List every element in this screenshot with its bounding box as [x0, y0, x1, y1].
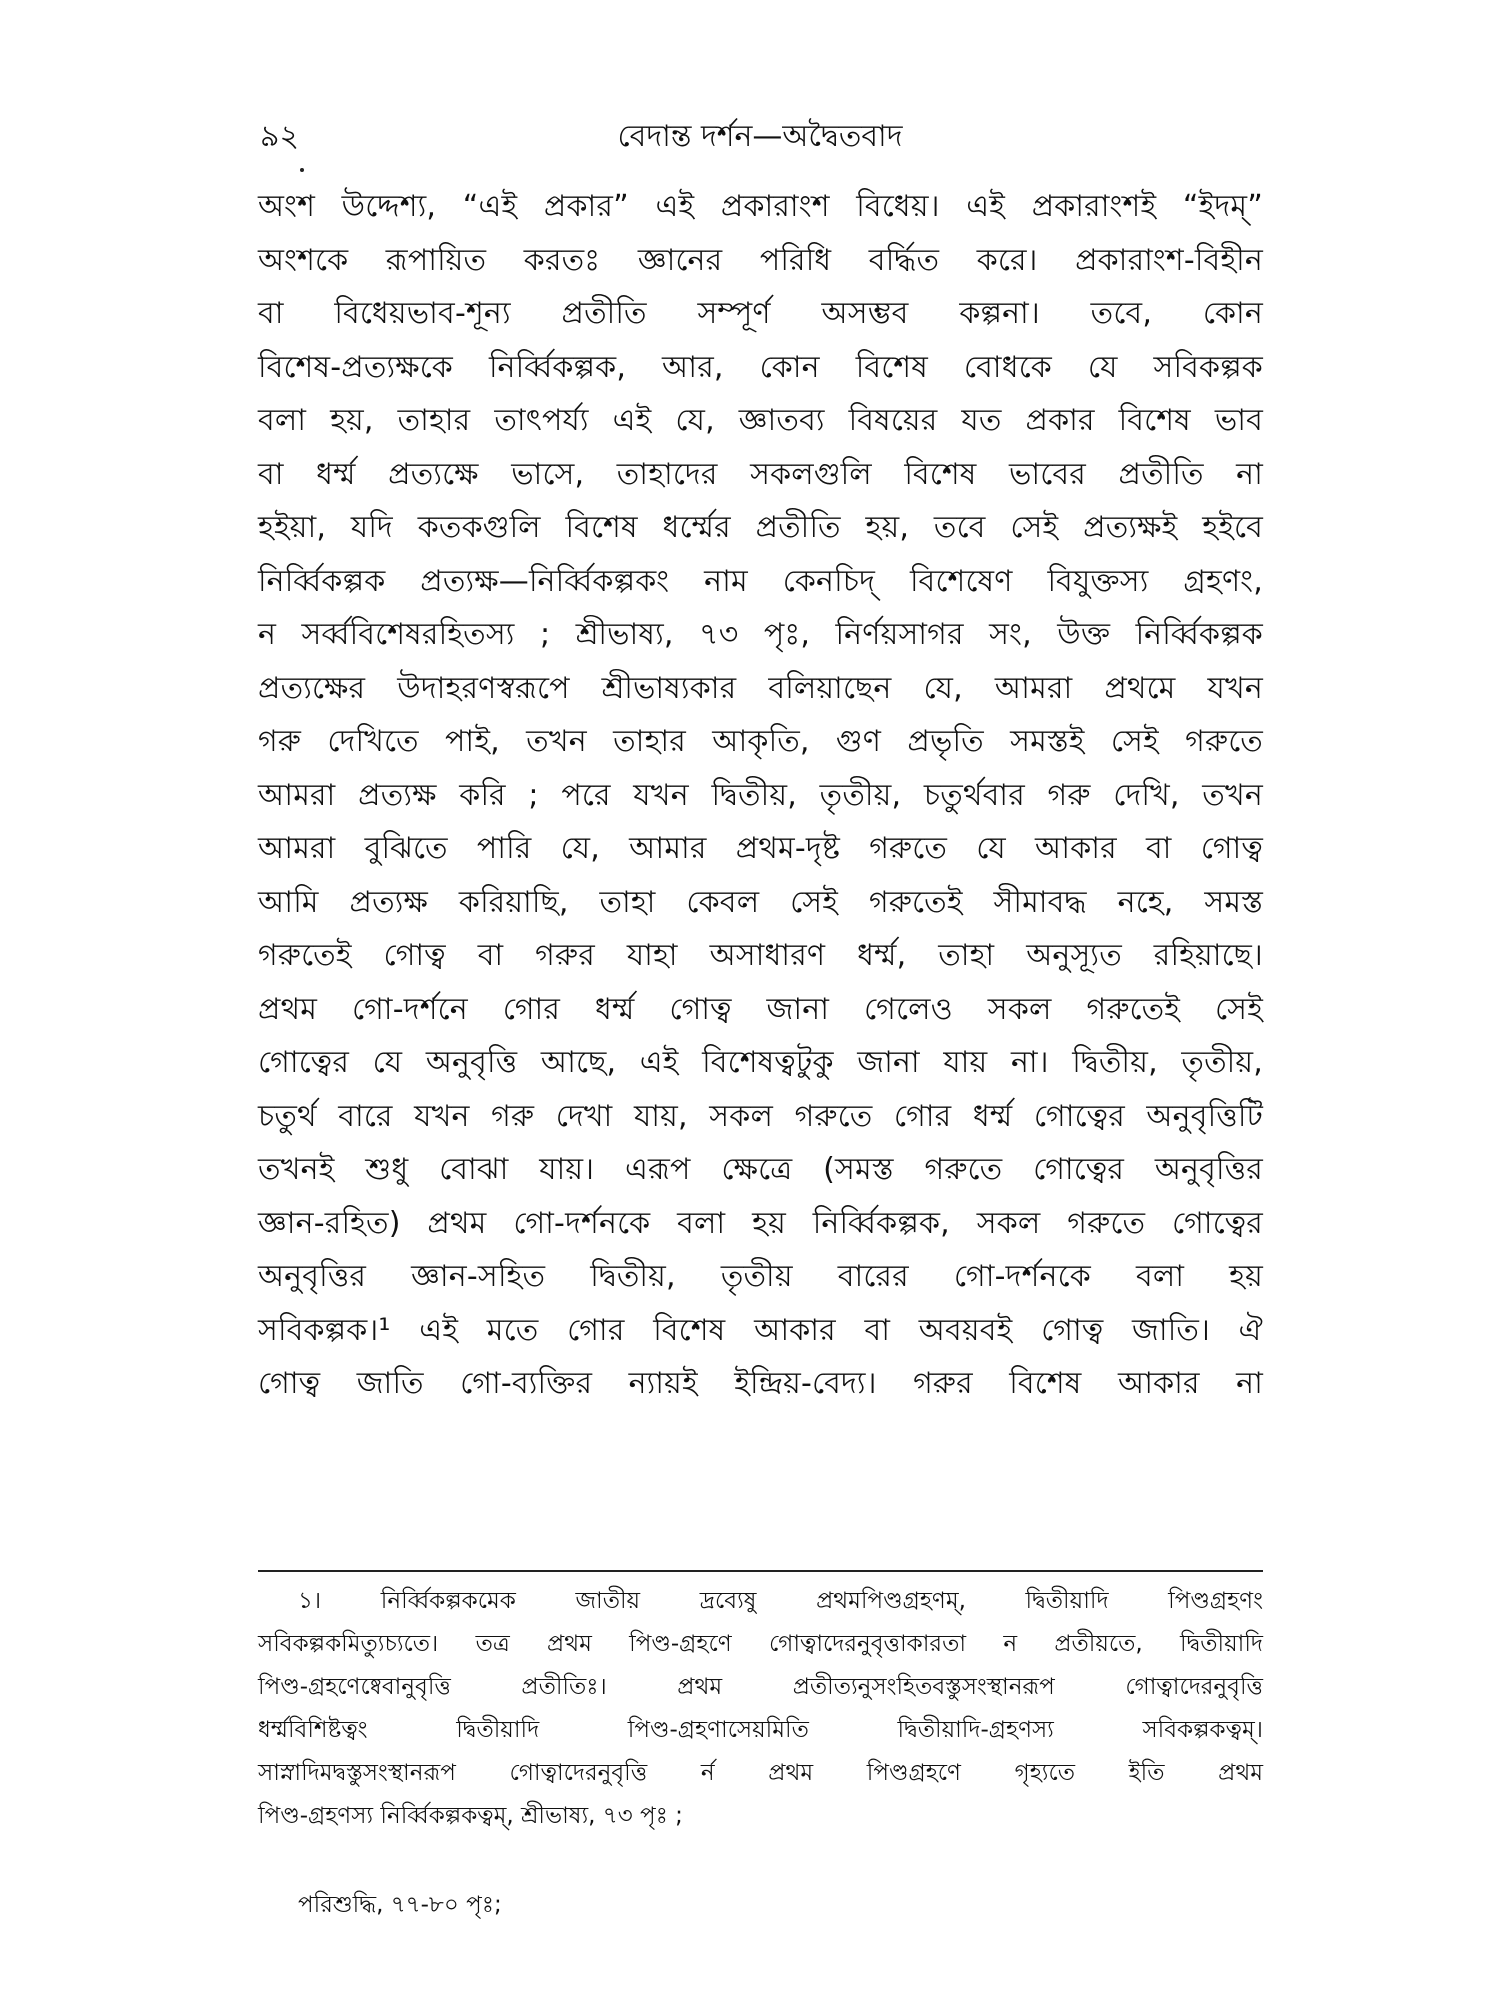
page-header: [260, 112, 1260, 152]
body-line: নির্ব্বিকল্পক প্রত্যক্ষ—নির্ব্বিকল্পকং নাম কেনচিদ্ বিশেষেণ বিযুক্তস্য গ্রহণং,: [258, 563, 1263, 599]
body-text: [258, 180, 1263, 1411]
footnote-divider: [258, 1570, 1263, 1572]
footnote-line: সবিকল্পকমিত্যুচ্যতে। তত্র প্রথম পিণ্ড-গ্রহণে গোত্বাদেরনুবৃত্তাকারতা ন প্রতীয়তে, দ্বিতীয়াদি: [258, 1631, 1263, 1657]
body-line: অনুবৃত্তির জ্ঞান-সহিত দ্বিতীয়, তৃতীয় বারের গো-দর্শনকে বলা হয়: [258, 1259, 1263, 1294]
body-line: তখনই শুধু বোঝা যায়। এরূপ ক্ষেত্রে (সমস্ত গরুতে গোত্বের অনুবৃত্তির: [258, 1152, 1263, 1187]
body-line: গোত্বের যে অনুবৃত্তি আছে, এই বিশেষত্বটুকু জানা যায় না। দ্বিতীয়, তৃতীয়,: [258, 1045, 1263, 1080]
body-line: আমি প্রত্যক্ষ করিয়াছি, তাহা কেবল সেই গরুতেই সীমাবদ্ধ নহে, সমস্ত: [258, 884, 1263, 920]
footnote-line: ধর্ম্মবিশিষ্টত্বং দ্বিতীয়াদি পিণ্ড-গ্রহণাসেয়মিতি দ্বিতীয়াদি-গ্রহণস্য সবিকল্পকত্বম্।: [258, 1717, 1263, 1743]
footnote-line: সাস্নাদিমদ্বস্তুসংস্থানরূপ গোত্বাদেরনুবৃত্তি র্ন প্রথম পিণ্ডগ্রহণে গৃহ্যতে ইতি প্রথম: [258, 1760, 1263, 1786]
footnotes: [258, 1580, 1263, 1918]
body-line: বা ধর্ম্ম প্রত্যক্ষে ভাসে, তাহাদের সকলগুলি বিশেষ ভাবের প্রতীতি না: [258, 456, 1263, 492]
body-line: ন সর্ব্ববিশেষরহিতস্য ; শ্রীভাষ্য, ৭৩ পৃঃ, নির্ণয়সাগর সং, উক্ত নির্ব্বিকল্পক: [258, 617, 1263, 652]
body-line: প্রত্যক্ষের উদাহরণস্বরূপে শ্রীভাষ্যকার বলিয়াছেন যে, আমরা প্রথমে যখন: [258, 670, 1263, 706]
running-title: বেদান্ত দর্শন—অদ্বৈতবাদ: [617, 119, 903, 154]
body-line: সবিকল্পক।¹ এই মতে গোর বিশেষ আকার বা অবয়বই গোত্ব জাতি। ঐ: [258, 1312, 1263, 1348]
body-line: আমরা প্রত্যক্ষ করি ; পরে যখন দ্বিতীয়, তৃতীয়, চতুর্থবার গরু দেখি, তখন: [258, 777, 1263, 813]
body-line: প্রথম গো-দর্শনে গোর ধর্ম্ম গোত্ব জানা গেলেও সকল গরুতেই সেই: [258, 991, 1263, 1027]
body-line: বিশেষ-প্রত্যক্ষকে নির্ব্বিকল্পক, আর, কোন বিশেষ বোধকে যে সবিকল্পক: [258, 349, 1263, 385]
body-line: বা বিধেয়ভাব-শূন্য প্রতীতি সম্পূর্ণ অসম্ভব কল্পনা। তবে, কোন: [258, 296, 1263, 331]
body-line: অংশ উদ্দেশ্য, “এই প্রকার” এই প্রকারাংশ বিধেয়। এই প্রকারাংশই “ইদম্”: [258, 189, 1263, 224]
footnote-line: পিণ্ড-গ্রহণেষ্বেবানুবৃত্তি প্রতীতিঃ। প্রথম প্রতীত্যনুসংহিতবস্তুসংস্থানরূপ গোত্বাদেরনুবৃত্তি: [258, 1674, 1263, 1700]
body-line: অংশকে রূপায়িত করতঃ জ্ঞানের পরিধি বর্দ্ধিত করে। প্রকারাংশ-বিহীন: [258, 242, 1263, 278]
body-line: আমরা বুঝিতে পারি যে, আমার প্রথম-দৃষ্ট গরুতে যে আকার বা গোত্ব: [258, 831, 1263, 866]
footnote-line: ১। নির্ব্বিকল্পকমেক জাতীয় দ্রব্যেষু প্রথমপিণ্ডগ্রহণম্, দ্বিতীয়াদি পিণ্ডগ্রহণং: [298, 1588, 1263, 1614]
footnote-extra: পরিশুদ্ধি, ৭৭-৮০ পৃঃ;: [298, 1892, 502, 1918]
footnote-line: পিণ্ড-গ্রহণস্য নির্ব্বিকল্পকত্বম্, শ্রীভাষ্য, ৭৩ পৃঃ ;: [258, 1803, 683, 1829]
body-line: গরু দেখিতে পাই, তখন তাহার আকৃতি, গুণ প্রভৃতি সমস্তই সেই গরুতে: [258, 724, 1263, 759]
page-number: ৯২: [260, 119, 299, 154]
body-line: জ্ঞান-রহিত) প্রথম গো-দর্শনকে বলা হয় নির্ব্বিকল্পক, সকল গরুতে গোত্বের: [258, 1205, 1263, 1241]
body-line: গরুতেই গোত্ব বা গরুর যাহা অসাধারণ ধর্ম্ম, তাহা অনুস্যূত রহিয়াছে।: [258, 938, 1263, 973]
body-line: বলা হয়, তাহার তাৎপর্য্য এই যে, জ্ঞাতব্য বিষয়ের যত প্রকার বিশেষ ভাব: [258, 403, 1263, 438]
body-line: হইয়া, যদি কতকগুলি বিশেষ ধর্ম্মের প্রতীতি হয়, তবে সেই প্রত্যক্ষই হইবে: [258, 510, 1263, 545]
body-line: চতুর্থ বারে যখন গরু দেখা যায়, সকল গরুতে গোর ধর্ম্ম গোত্বের অনুবৃত্তিটি: [258, 1098, 1263, 1134]
margin-mark: [300, 168, 304, 172]
body-line: গোত্ব জাতি গো-ব্যক্তির ন্যায়ই ইন্দ্রিয়-বেদ্য। গরুর বিশেষ আকার না: [258, 1366, 1263, 1401]
